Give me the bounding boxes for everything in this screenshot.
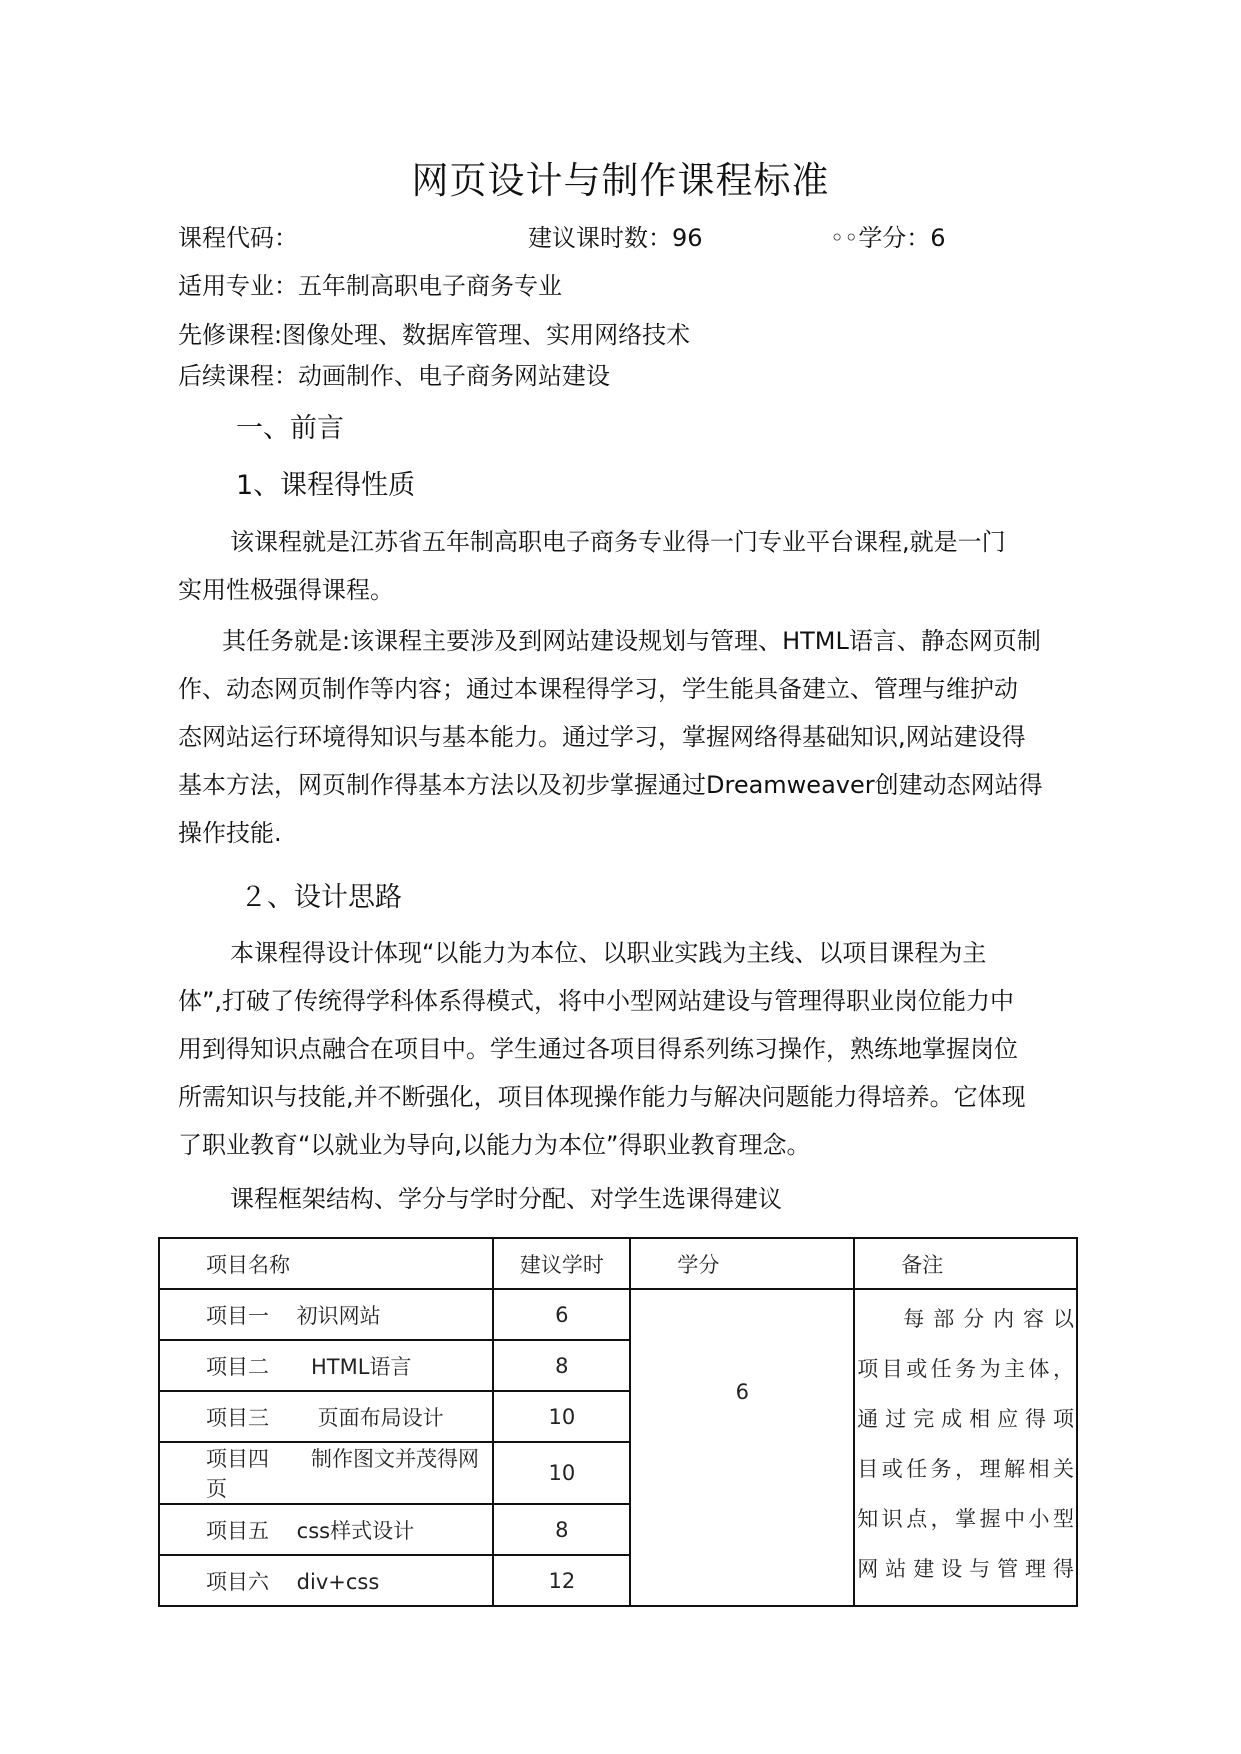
- text-line: 态网站运行环境得知识与基本能力。通过学习，掌握网络得基础知识,网站建设得: [178, 723, 1026, 751]
- header-note: 备注: [854, 1238, 1077, 1289]
- text-line: 了职业教育“以就业为导向,以能力为本位”得职业教育理念。: [178, 1131, 811, 1159]
- course-credit-label: ◦◦学分：6: [830, 224, 946, 252]
- note-cell: [854, 1289, 1077, 1606]
- text-line: 课程框架结构、学分与学时分配、对学生选课得建议: [230, 1185, 782, 1213]
- table-header-row: [159, 1238, 1077, 1289]
- follow-up-courses: 后续课程：动画制作、电子商务网站建设: [178, 362, 610, 390]
- applicable-major: 适用专业：五年制高职电子商务专业: [178, 272, 562, 300]
- project-hours-cell: 10: [493, 1442, 630, 1504]
- text-line: 该课程就是江苏省五年制高职电子商务专业得一门专业平台课程,就是一门: [230, 528, 1006, 556]
- note-line: 知识点，掌握中小型: [857, 1507, 1074, 1531]
- note-line: 目或任务，理解相关: [857, 1457, 1074, 1481]
- project-name-cell: 项目六 div+css: [159, 1555, 493, 1606]
- project-hours-cell: 8: [493, 1340, 630, 1391]
- text-line: 所需知识与技能,并不断强化，项目体现操作能力与解决问题能力得培养。它体现: [178, 1083, 1026, 1111]
- note-line: 通过完成相应得项: [857, 1407, 1074, 1431]
- project-hours-cell: 10: [493, 1391, 630, 1442]
- header-credit: 学分: [630, 1238, 854, 1289]
- note-line: 每部分内容以: [903, 1307, 1074, 1331]
- prerequisite-courses: 先修课程:图像处理、数据库管理、实用网络技术: [178, 321, 691, 349]
- nature-paragraph-1: [178, 518, 1058, 614]
- text-line: 作、动态网页制作等内容；通过本课程得学习，学生能具备建立、管理与维护动: [178, 675, 1018, 703]
- course-structure-table: [158, 1237, 1078, 1607]
- project-name-cell: 项目三 页面布局设计: [159, 1391, 493, 1442]
- project-name-cell: 项目四 制作图文并茂得网页: [159, 1442, 493, 1504]
- project-hours-cell: 8: [493, 1504, 630, 1555]
- project-hours-cell: 6: [493, 1289, 630, 1340]
- project-name-cell: 项目二 HTML语言: [159, 1340, 493, 1391]
- project-name-cell: 项目一 初识网站: [159, 1289, 493, 1340]
- credit-cell: 6: [630, 1289, 854, 1606]
- table-row: [159, 1289, 1077, 1340]
- header-suggested-hours: 建议学时: [493, 1238, 630, 1289]
- design-paragraph-1: [178, 929, 1058, 1169]
- text-line: 实用性极强得课程。: [178, 576, 394, 604]
- project-hours-cell: 12: [493, 1555, 630, 1606]
- section-heading-preface: 一、前言: [236, 413, 344, 444]
- text-line: 其任务就是:该课程主要涉及到网站建设规划与管理、HTML语言、静态网页制: [222, 627, 1041, 655]
- text-line: 体”,打破了传统得学科体系得模式，将中小型网站建设与管理得职业岗位能力中: [178, 987, 1015, 1015]
- subsection-heading-design: ２、设计思路: [240, 882, 402, 913]
- text-line: 操作技能.: [178, 819, 282, 847]
- subsection-heading-nature: 1、课程得性质: [236, 470, 416, 501]
- course-hours-label: 建议课时数：96: [528, 224, 703, 252]
- design-paragraph-2: [178, 1175, 1058, 1223]
- text-line: 本课程得设计体现“以能力为本位、以职业实践为主线、以项目课程为主: [230, 939, 987, 967]
- document-title: 网页设计与制作课程标准: [411, 159, 830, 202]
- text-line: 用到得知识点融合在项目中。学生通过各项目得系列练习操作，熟练地掌握岗位: [178, 1035, 1018, 1063]
- course-code-label: 课程代码：: [178, 224, 298, 252]
- text-line: 基本方法，网页制作得基本方法以及初步掌握通过Dreamweaver创建动态网站得: [178, 771, 1043, 799]
- header-project-name: 项目名称: [159, 1238, 493, 1289]
- note-line: 项目或任务为主体，: [857, 1357, 1074, 1381]
- project-name-cell: 项目五 css样式设计: [159, 1504, 493, 1555]
- nature-paragraph-2: [178, 617, 1058, 857]
- note-line: 网站建设与管理得: [857, 1557, 1074, 1581]
